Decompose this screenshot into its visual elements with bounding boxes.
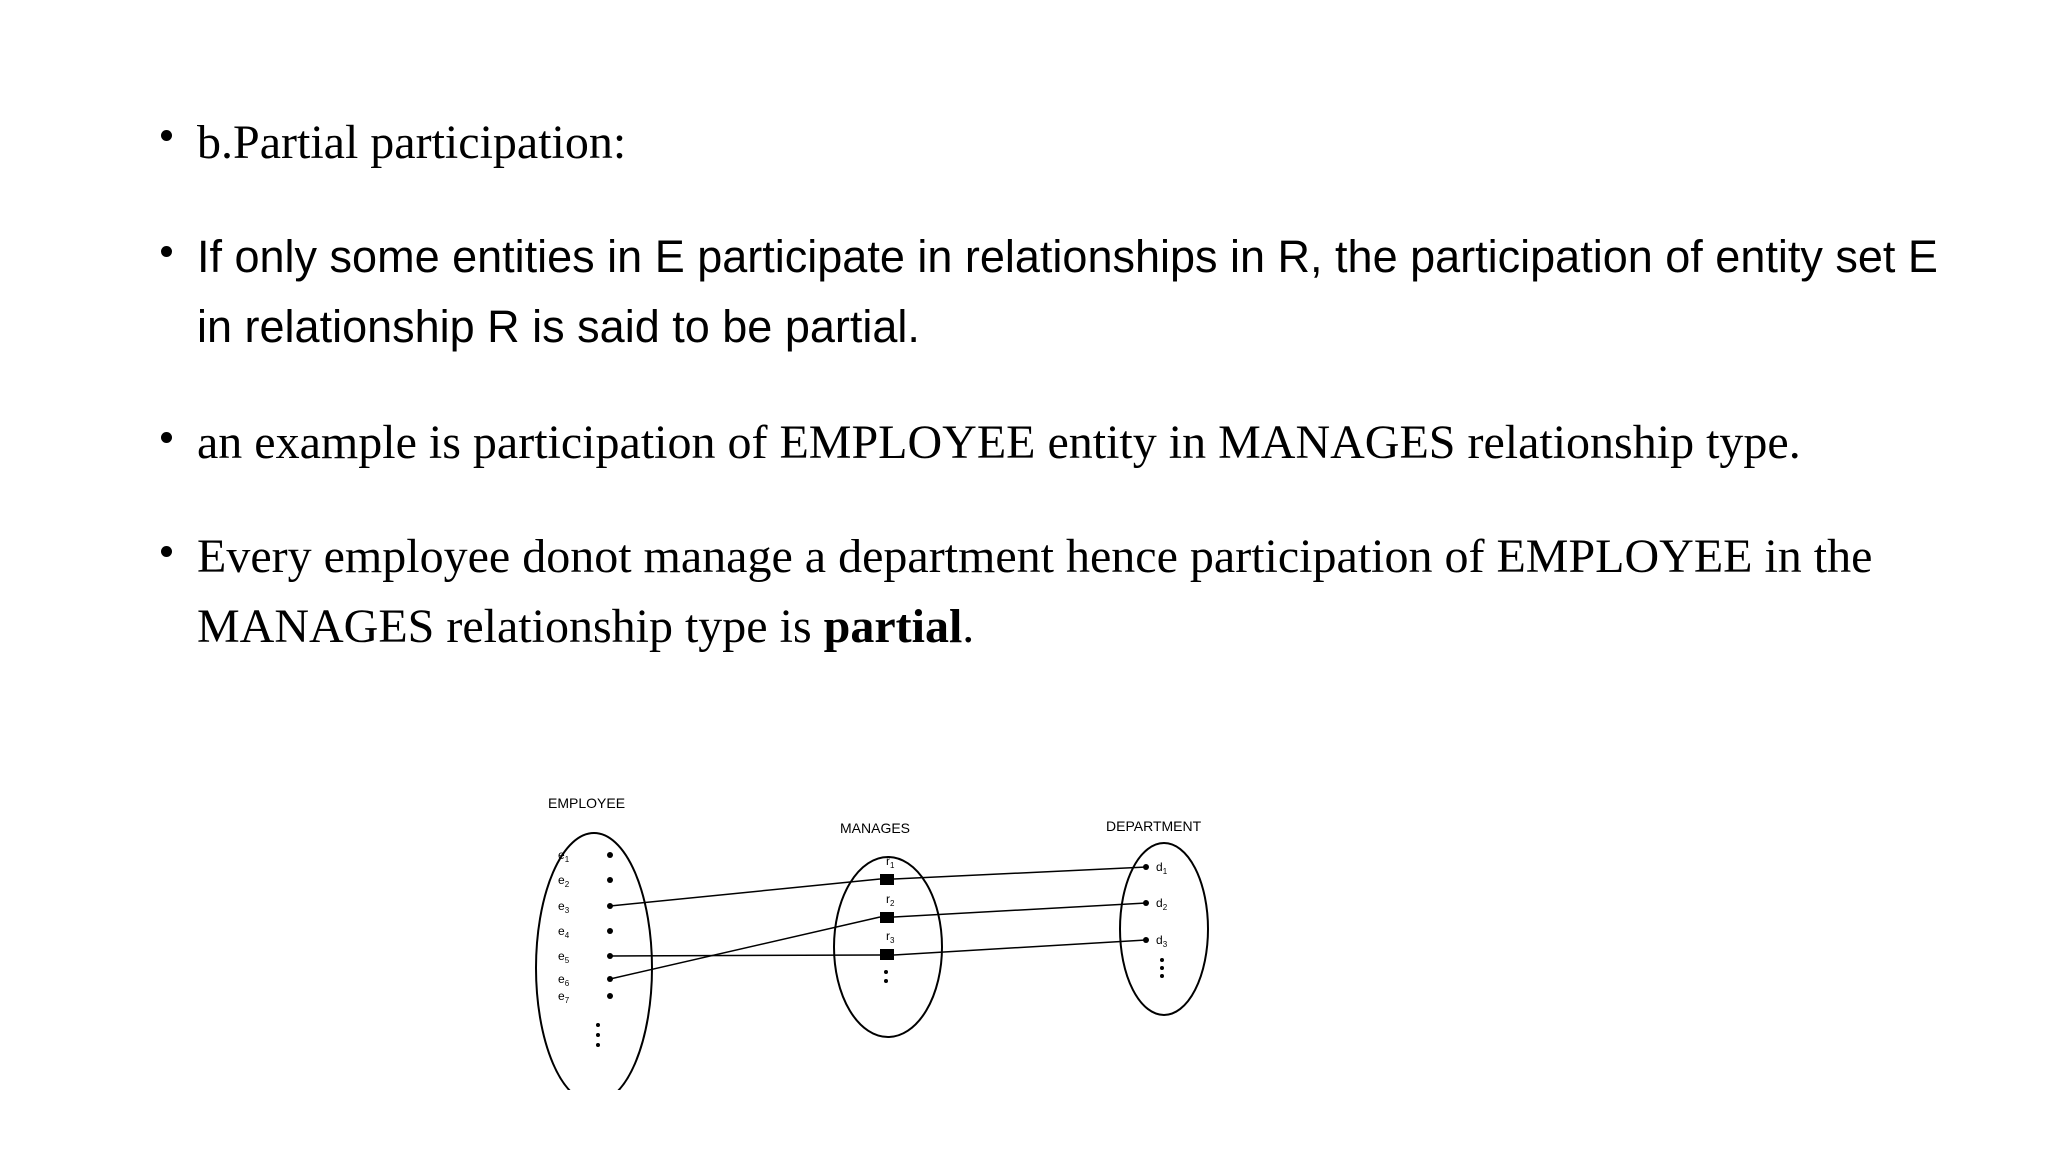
bullet-list xyxy=(155,108,1945,662)
svg-text:d1: $d_1$ xyxy=(1156,860,1168,876)
link-line-r3-d3 xyxy=(894,940,1146,955)
employee-instance xyxy=(558,972,613,988)
employee-instance xyxy=(558,899,613,915)
link-line-e5-r3 xyxy=(610,955,880,956)
relationship-instance xyxy=(880,892,895,923)
svg-text:e5: $e_5$ xyxy=(558,949,570,965)
svg-text:e2: $e_2$ xyxy=(558,873,570,889)
relationship-instance xyxy=(880,854,895,885)
bullet-text-start: Every employee donot manage a department hence participation of EMPLOYEE in the MANAGES relationship type is xyxy=(197,530,1873,653)
employee-dot xyxy=(607,877,613,883)
svg-text:e1: $e_1$ xyxy=(558,848,570,864)
relationship-instance xyxy=(880,929,895,960)
link-line-r2-d2 xyxy=(894,903,1146,917)
link-line-e3-r1 xyxy=(610,879,880,906)
bullet-text: b.Partial participation: xyxy=(197,116,627,169)
employee-instance xyxy=(558,989,613,1005)
employee-instance xyxy=(558,949,613,965)
bullet-text: If only some entities in E participate in relationships in R, the participation of entity set E in relationship R is said to be partial. xyxy=(197,231,1938,352)
employee-dot xyxy=(607,993,613,999)
manages-set-label: MANAGES xyxy=(840,820,911,836)
svg-text:r3: $r_3$ xyxy=(886,929,895,945)
bullet-text: an example is participation of EMPLOYEE entity in MANAGES relationship type. xyxy=(197,416,1801,469)
bullet-explanation xyxy=(155,522,1945,662)
svg-text:e7: $e_7$ xyxy=(558,989,570,1005)
bullet-partial-participation-heading xyxy=(155,108,1945,178)
svg-text:r2: $r_2$ xyxy=(886,892,895,908)
svg-text:d2: $d_2$ xyxy=(1156,896,1168,912)
employee-instance xyxy=(558,873,613,889)
employee-dot xyxy=(607,928,613,934)
relationship-box xyxy=(880,912,894,923)
department-ellipsis xyxy=(1160,958,1164,978)
employee-set-label: EMPLOYEE xyxy=(548,795,626,811)
bullet-text-bold: partial xyxy=(823,600,963,653)
participation-diagram xyxy=(528,790,1228,1090)
bullet-marker xyxy=(161,432,172,443)
bullet-example xyxy=(155,408,1945,478)
bullet-marker xyxy=(161,130,172,141)
employee-dot xyxy=(607,852,613,858)
relationship-ellipsis xyxy=(884,970,888,983)
bullet-text-end: . xyxy=(962,600,975,653)
department-instance xyxy=(1143,933,1168,949)
svg-text:r1: $r_1$ xyxy=(886,854,895,870)
bullet-definition xyxy=(155,222,1945,362)
svg-text:e6: $e_6$ xyxy=(558,972,570,988)
bullet-text xyxy=(197,530,1872,653)
svg-text:d3: $d_3$ xyxy=(1156,933,1168,949)
relationship-box xyxy=(880,949,894,960)
department-instance xyxy=(1143,860,1168,876)
link-line-r1-d1 xyxy=(894,867,1146,879)
employee-instance xyxy=(558,924,613,940)
svg-text:e4: $e_4$ xyxy=(558,924,570,940)
bullet-marker xyxy=(161,246,172,257)
employee-set-ellipse xyxy=(536,833,652,1090)
bullet-marker xyxy=(161,546,172,557)
relationship-box xyxy=(880,874,894,885)
department-instance xyxy=(1143,896,1168,912)
svg-text:e3: $e_3$ xyxy=(558,899,570,915)
employee-ellipsis xyxy=(596,1023,600,1047)
department-set-label: DEPARTMENT xyxy=(1106,818,1202,834)
